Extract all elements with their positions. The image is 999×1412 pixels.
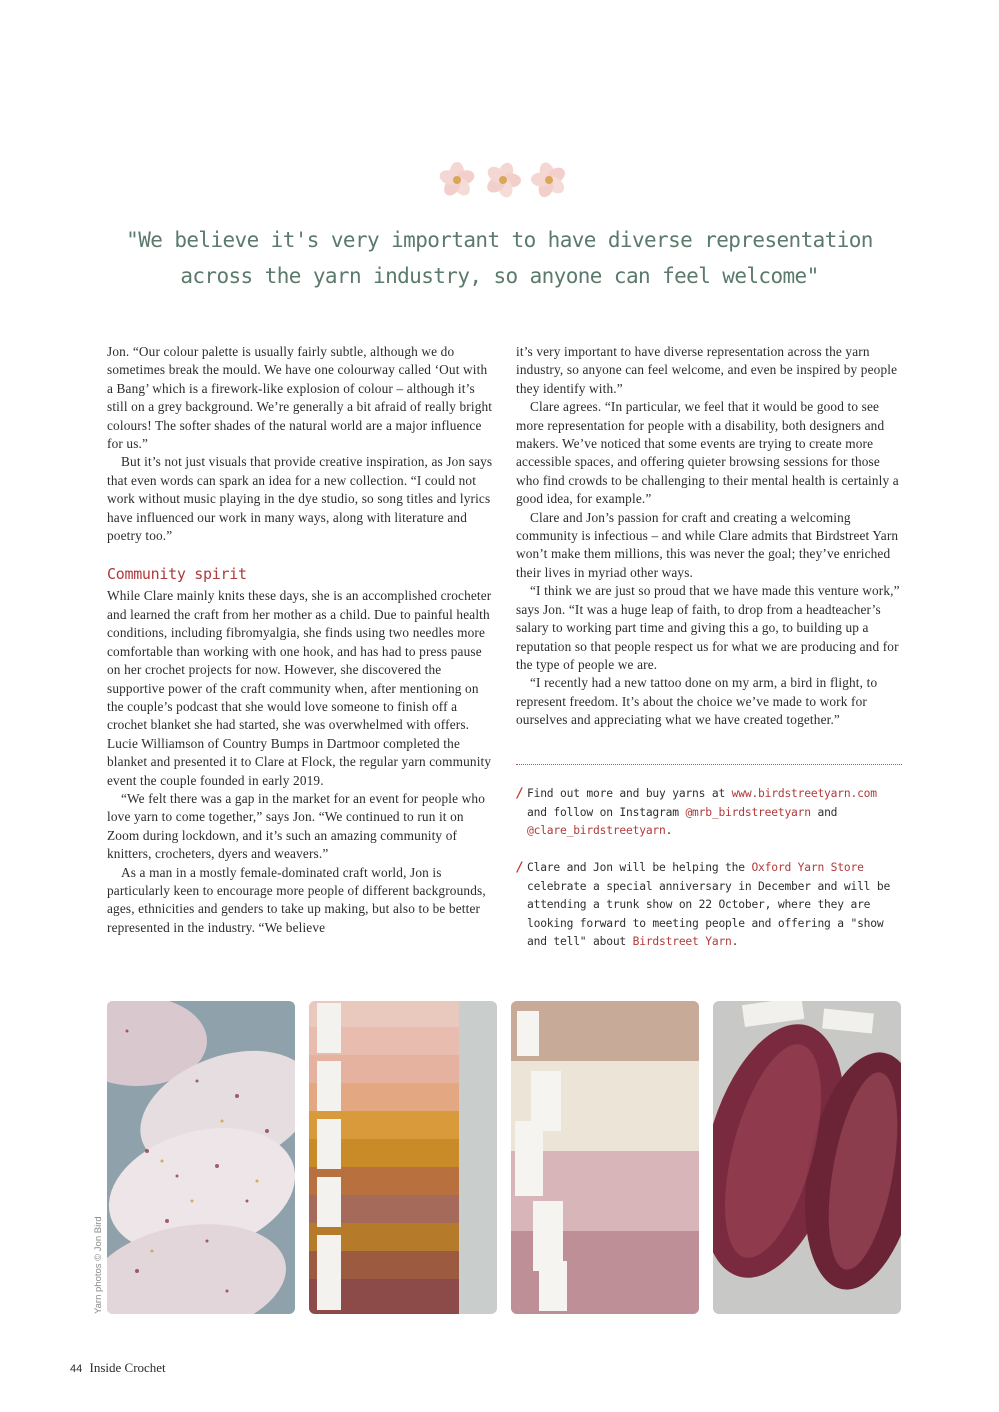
paragraph: “I recently had a new tattoo done on my arm, a bird in flight, to represent freedom. It’s about the choice we’ve made to work for ourselves and appreciating what we have created together.” xyxy=(516,675,878,728)
info-text: celebrate a special anniversary in December and will be attending a trunk show on 22 October, where they are looking forward to meeting people and offering a "show and tell" about xyxy=(527,879,891,948)
store-name: Oxford Yarn Store xyxy=(751,861,864,874)
brand-name: Birdstreet Yarn xyxy=(632,935,732,948)
slash-icon: / xyxy=(516,860,524,875)
flower-ornament xyxy=(437,160,573,202)
paragraph: Clare agrees. “In particular, we feel that it would be good to see more representation for people with a disability, both designers and makers. We’ve noticed that some events are trying to create more accessible spaces, and offering quieter browsing sessions for those who find crowds to be challenging to their mental health is certainly a good idea, for example.” xyxy=(516,399,899,507)
article-column-right xyxy=(516,343,902,730)
slash-icon: / xyxy=(516,786,524,801)
flower-icon xyxy=(483,160,523,200)
flower-icon xyxy=(529,160,569,200)
flower-icon xyxy=(437,160,477,200)
paragraph: While Clare mainly knits these days, she is an accomplished crocheter and learned the craft from her mother as a child. Due to painful health conditions, including fibromyalgia, she finds using two needles more comfortable than working with one hook, and has had to press pause on her crochet projects for now. However, she discovered the supportive power of the craft community when, after mentioning on the couple’s podcast that she would love someone to finish off a crochet blanket she had started, she was overwhelmed with offers. Lucie Williamson of Country Bumps in Dartmoor completed the blanket and presented it to Clare at Flock, the regular yarn community event the couple founded in early 2019. xyxy=(107,588,492,788)
yarn-photo-speckled-skeins xyxy=(107,1001,295,1314)
paragraph: Jon. “Our colour palette is usually fairly subtle, although we do sometimes break the mould. We have one colourway called ‘Out with a Bang’ which is a firework-like explosion of colour – although it’s still on a grey background. We’re generally a bit afraid of really bright colours! The softer shades of the natural world are a major influence for us.” xyxy=(107,344,493,452)
yarn-photo-labelled-skeins xyxy=(511,1001,699,1314)
paragraph: Clare and Jon’s passion for craft and creating a welcoming community is infectious – and while Clare admits that Birdstreet Yarn won’t make them millions, this was never the goal; they’ve enriched their lives in myriad other ways. xyxy=(516,509,899,580)
yarn-photo-mini-skeins xyxy=(309,1001,497,1314)
info-text: Clare and Jon will be helping the xyxy=(527,861,752,874)
paragraph: As a man in a mostly female-dominated craft world, Jon is particularly keen to encourage more people of different backgrounds, ages, ethnicities and genders to take up making, but also to be better represented in the industry. “We believe xyxy=(107,864,486,935)
page-number: 44 xyxy=(70,1363,83,1375)
instagram-handle-link[interactable]: @clare_birdstreetyarn xyxy=(527,824,666,837)
photo-credit: Yarn photos © Jon Bird xyxy=(93,1216,104,1314)
dotted-divider xyxy=(516,764,902,765)
website-link[interactable]: www.birdstreetyarn.com xyxy=(731,787,877,800)
info-text: and follow on Instagram xyxy=(527,805,686,819)
pull-quote xyxy=(100,222,899,294)
paragraph: But it’s not just visuals that provide creative inspiration, as Jon says that even words can spark an idea for a new collection. “I could not work without music playing in the dye studio, so song titles and lyrics have influenced our work in many ways, along with literature and poetry too.” xyxy=(107,454,493,544)
magazine-title: Inside Crochet xyxy=(89,1360,166,1375)
info-text: and xyxy=(810,805,838,819)
pull-quote-line: across the yarn industry, so anyone can feel welcome" xyxy=(180,264,819,288)
pull-quote-line: "We believe it's very important to have diverse representation xyxy=(126,228,873,252)
info-text: . xyxy=(731,935,739,948)
article-column-left xyxy=(107,343,493,937)
page-footer xyxy=(70,1360,166,1376)
paragraph: it’s very important to have diverse representation across the yarn industry, so anyone can feel welcome, and even be inspired by people they identify with.” xyxy=(516,344,898,396)
info-text: . xyxy=(665,824,673,837)
section-heading: Community spirit xyxy=(107,565,247,584)
yarn-photo-berry-skeins xyxy=(713,1001,901,1314)
paragraph: “We felt there was a gap in the market for an event for people who love yarn to come together,” says Jon. “We continued to run it on Zoom during lockdown, and it’s such an amazing community of knitters, crocheters, dyers and weavers.” xyxy=(107,790,486,862)
paragraph: “I think we are just so proud that we have made this venture work,” says Jon. “It was a huge leap of faith, to drop from a headteacher’s salary to working part time and giving this a go, to building up a reputation so that people respect us for what we are producing and for the type of people we are. xyxy=(516,583,900,672)
info-box-find-out-more xyxy=(516,785,902,841)
info-text: Find out more and buy yarns at xyxy=(527,787,732,800)
instagram-handle-link[interactable]: @mrb_birdstreetyarn xyxy=(685,805,811,819)
info-box-trunk-show xyxy=(516,859,902,952)
